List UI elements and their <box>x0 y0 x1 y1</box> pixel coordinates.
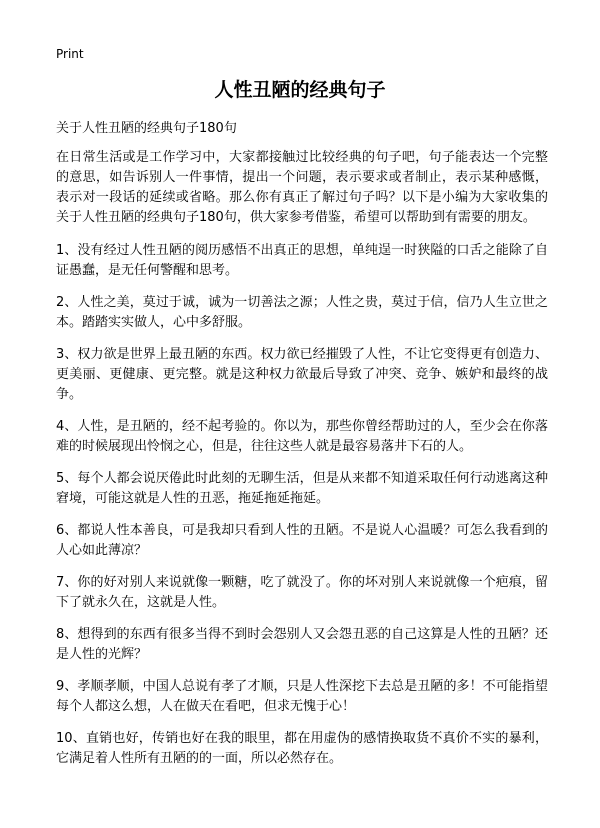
intro-paragraph: 在日常生活或是工作学习中，大家都接触过比较经典的句子吧，句子能表达一个完整的意思，如告诉别人一件事情，提出一个问题，表示要求或者制止，表示某种感慨，表示对一段话的延续或省略。那么你有真正了解过句子吗？以下是小编为大家收集的关于人性丑陋的经典句子180句，供大家参考借鉴，希望可以帮助到有需要的朋友。 <box>56 150 548 225</box>
document-body <box>56 148 548 781</box>
document-title: 人性丑陋的经典句子 <box>214 79 386 101</box>
list-item: 7、你的好对别人来说就像一颗糖，吃了就没了。你的坏对别人来说就像一个疤痕，留下了就永久在，这就是人性。 <box>56 575 548 610</box>
list-item: 9、孝顺孝顺，中国人总说有孝了才顺，只是人性深挖下去总是丑陋的多！不可能指望每个人都这么想，人在做天在看吧，但求无愧于心！ <box>56 679 548 714</box>
list-item: 10、直销也好，传销也好在我的眼里，都在用虚伪的感情换取货不真价不实的暴利，它满足着人性所有丑陋的的一面，所以必然存在。 <box>56 731 548 766</box>
document-subtitle: 关于人性丑陋的经典句子180句 <box>56 121 237 136</box>
list-item: 5、每个人都会说厌倦此时此刻的无聊生活，但是从来都不知道采取任何行动逃离这种窘境，可能这就是人性的丑恶，拖延拖延拖延。 <box>56 471 548 506</box>
list-item: 6、都说人性本善良，可是我却只看到人性的丑陋。不是说人心温暖？可怎么我看到的人心如此薄凉？ <box>56 523 548 558</box>
list-item: 3、权力欲是世界上最丑陋的东西。权力欲已经摧毁了人性，不让它变得更有创造力、更美丽、更健康、更完整。就是这种权力欲最后导致了冲突、竞争、嫉妒和最终的战争。 <box>56 347 548 402</box>
list-item: 1、没有经过人性丑陋的阅历感悟不出真正的思想，单纯逞一时狭隘的口舌之能除了自证愚蠢，是无任何警醒和思考。 <box>56 243 548 278</box>
list-item: 8、想得到的东西有很多当得不到时会怨别人又会怨丑恶的自己这算是人性的丑陋？还是人性的光辉？ <box>56 627 548 662</box>
list-item: 2、人性之美，莫过于诚，诚为一切善法之源；人性之贵，莫过于信，信乃人生立世之本。踏踏实实做人，心中多舒服。 <box>56 295 548 330</box>
print-label: Print <box>56 47 84 61</box>
list-item: 4、人性，是丑陋的，经不起考验的。你以为，那些你曾经帮助过的人，至少会在你落难的时候展现出怜悯之心，但是，往往这些人就是最容易落井下石的人。 <box>56 419 548 454</box>
